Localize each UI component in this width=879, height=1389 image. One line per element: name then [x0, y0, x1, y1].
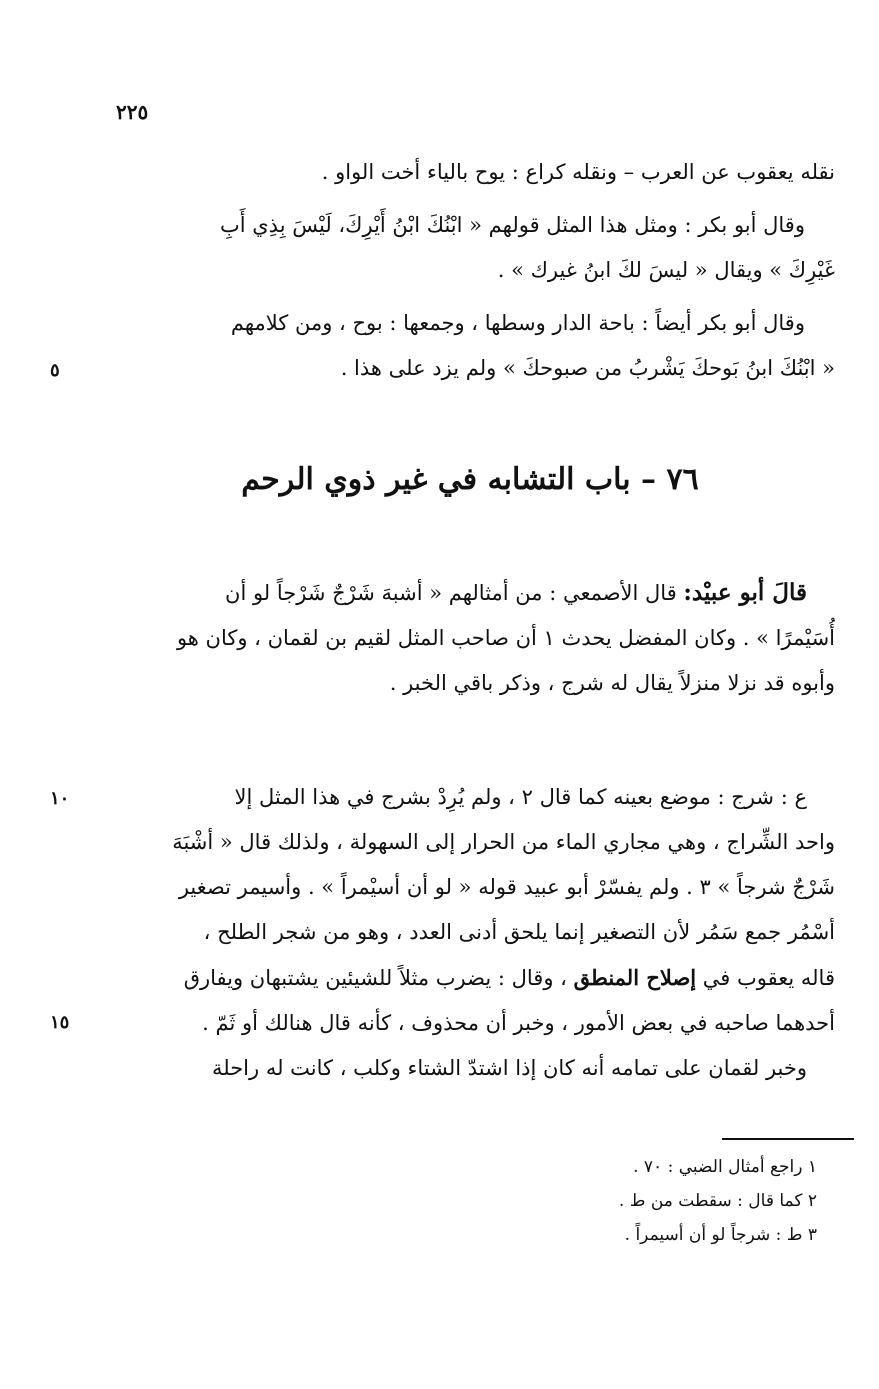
text-line: أحدهما صاحبه في بعض الأمور ، وخبر أن محذوف ، كأنه قال هنالك أو ثَمّ .: [202, 1011, 835, 1035]
section-heading: ٧٦ – باب التشابه في غير ذوي الرحم: [241, 462, 699, 497]
text-line: شَرْجٌ شرجاً » ٣ . ولم يفسّرْ أبو عبيد قوله « لو أن أسيْمراً » . وأسيمر تصغير: [178, 875, 835, 899]
text-line: [108, 570, 835, 616]
text-line: « ابْنُكَ ابنُ بَوحكَ يَشْربُ من صبوحكَ » ولم يزد على هذا .: [340, 356, 835, 380]
text-line: واحد الشِّراج ، وهي مجاري الماء من الحرار إلى السهولة ، ولذلك قال « أشْبَهَ: [172, 830, 835, 854]
text-line: وقال أبو بكر : ومثل هذا المثل قولهم « ابْنُكَ ابْنُ أَيْرِكَ، لَيْسَ بِذِي أَبِ: [219, 213, 805, 237]
page-number: ٢٢٥: [116, 100, 149, 124]
text-line: قاله يعقوب في إصلاح المنطق ، وقال : يضرب مثلاً للشيئين يشتبهان ويفارق: [183, 965, 835, 990]
text-segment: قال الأصمعي : من أمثالهم « أشبهَ شَرْجٌ شَرْجاً لو أن: [225, 581, 684, 605]
footnote-1: ١ راجع أمثال الضبي : ٧٠ .: [633, 1157, 817, 1177]
text-line: وخبر لقمان على تمامه أنه كان إذا اشتدّ الشتاء وكلب ، كانت له راحلة: [211, 1056, 807, 1080]
text-line: ع : شرج : موضع بعينه كما قال ٢ ، ولم يُرِدْ بشرج في هذا المثل إلا: [234, 785, 807, 809]
book-title: إصلاح المنطق: [573, 965, 697, 990]
top-text-block: [108, 150, 835, 391]
text-line: غَيْرِكَ » ويقال « ليسَ لكَ ابنُ غيرك » .: [497, 258, 835, 282]
text-line: وقال أبو بكر أيضاً : باحة الدار وسطها ، وجمعها : بوح ، ومن كلامهم: [230, 311, 805, 335]
paragraph-1: [108, 150, 835, 195]
footnote-3: ٣ ط : شرجاً لو أن أسيمراً .: [624, 1225, 817, 1245]
text-line: نقله يعقوب عن العرب – ونقله كراع : يوح بالياء أخت الواو .: [321, 160, 835, 184]
mid-text-block: [108, 570, 835, 706]
lead-word: قالَ أبو عبيْد:: [683, 579, 807, 606]
line-number-5: ٥: [50, 360, 60, 381]
footnote-2: ٢ كما قال : سقطت من ط .: [618, 1191, 817, 1211]
footnote-rule: [722, 1138, 854, 1140]
footnotes: [520, 1150, 817, 1252]
line-number-10: ١٠: [50, 788, 70, 809]
text-line: وأبوه قد نزلا منزلاً يقال له شرج ، وذكر باقي الخبر .: [389, 671, 835, 695]
paragraph-2: [108, 203, 835, 293]
text-line: أُسَيْمرًا » . وكان المفضل يحدث ١ أن صاحب المثل لقيم بن لقمان ، وكان هو: [176, 626, 835, 650]
line-number-15: ١٥: [50, 1012, 70, 1033]
paragraph-3: [108, 301, 835, 391]
text-line: أسْمُر جمع سَمُر لأن التصغير إنما يلحق أدنى العدد ، وهو من شجر الطلح ،: [203, 920, 835, 944]
main-text-block: [108, 775, 835, 1091]
